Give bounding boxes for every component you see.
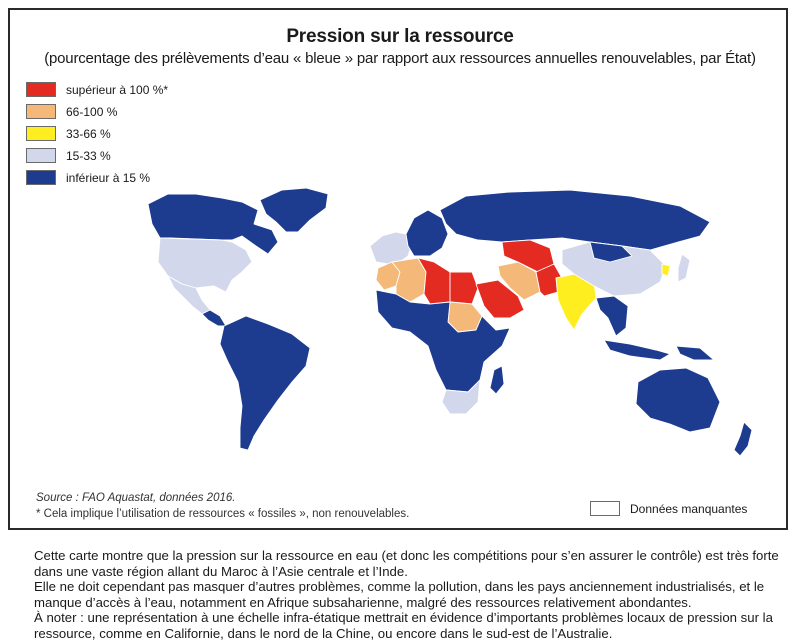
legend-label-over-100: supérieur à 100 %* xyxy=(66,83,169,97)
map-title: Pression sur la ressource xyxy=(286,26,514,47)
map-region-europe-est xyxy=(406,210,448,256)
caption-paragraph: À noter : une représentation à une échelle infra-étatique mettrait en évidence d’importants problèmes locaux de pression sur la ressource, comme en Californie, dans le nord de la Chine, ou encore dans le sud-est de l’Australie. xyxy=(34,610,773,641)
map-subtitle: (pourcentage des prélèvements d’eau « bleue » par rapport aux ressources annuelles renouvelables, par État) xyxy=(44,50,756,67)
map-region-amerique-du-sud xyxy=(220,316,310,450)
map-region-australie xyxy=(636,368,720,432)
map-frame xyxy=(8,8,788,530)
caption-paragraph: Cette carte montre que la pression sur la ressource en eau (et donc les compétitions pour s’en assurer le contrôle) est très forte dans une vaste région allant du Maroc à l’Asie centrale et l’Inde. xyxy=(34,548,779,579)
legend-swatch-missing-data xyxy=(590,501,620,516)
map-region-madagascar xyxy=(490,366,504,394)
map-region-amerique-centrale xyxy=(202,310,226,326)
source-note: Source : FAO Aquastat, données 2016. xyxy=(36,492,236,504)
legend-label-66-100: 66-100 % xyxy=(66,105,118,119)
legend-label-missing-data: Données manquantes xyxy=(630,502,748,516)
map-region-russie xyxy=(440,190,710,250)
world-map xyxy=(10,10,786,528)
map-region-egypte xyxy=(450,272,478,304)
legend-label-33-66: 33-66 % xyxy=(66,127,111,141)
map-region-greenland xyxy=(260,188,328,232)
map-region-papouasie xyxy=(676,346,714,360)
caption-paragraph: Elle ne doit cependant pas masquer d’autres problèmes, comme la pollution, dans les pays anciennement industrialisés, et le manque d’accès à l’eau, notamment en Afrique subsaharienne, malgré des ressources relativement abondantes. xyxy=(34,579,765,610)
map-region-nouvelle-zelande xyxy=(734,422,752,456)
map-region-asie-du-sud-est xyxy=(596,296,628,336)
map-region-europe-ouest xyxy=(370,232,412,264)
legend-label-under-15: inférieur à 15 % xyxy=(66,171,151,185)
map-caption xyxy=(34,548,782,642)
legend-label-15-33: 15-33 % xyxy=(66,149,111,163)
map-region-indonesie xyxy=(604,340,670,360)
map-region-coree-sud xyxy=(662,264,670,276)
footnote: * Cela implique l’utilisation de ressources « fossiles », non renouvelables. xyxy=(36,508,410,520)
map-region-japon xyxy=(678,254,690,282)
